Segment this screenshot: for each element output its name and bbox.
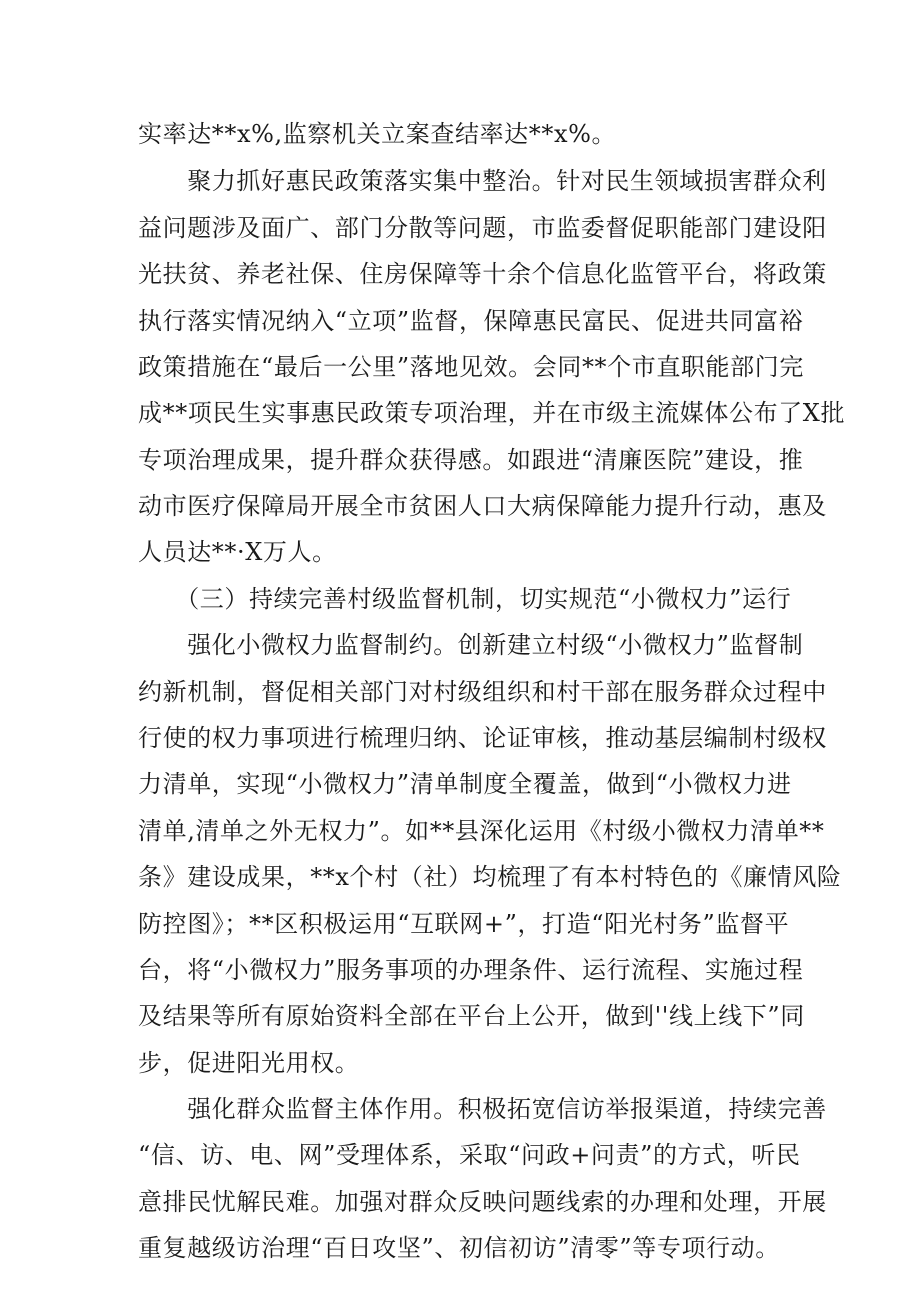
section-heading: （三）持续完善村级监督机制，切实规范“小微权力”运行 bbox=[138, 585, 792, 613]
text-line: 步，促进阳光用权。 bbox=[138, 1049, 360, 1077]
text-line: 意排民忧解民难。加强对群众反映问题线索的办理和处理，开展 bbox=[138, 1188, 827, 1216]
text-line: 成**项民生实事惠民政策专项治理，并在市级主流媒体公布了X批 bbox=[138, 399, 846, 427]
text-line: 条》建设成果，**x个村（社）均梳理了有本村特色的《廉情风险 bbox=[138, 863, 842, 891]
text-line: 益问题涉及面广、部门分散等问题，市监委督促职能部门建设阳 bbox=[138, 214, 827, 242]
text-line: 动市医疗保障局开展全市贫困人口大病保障能力提升行动，惠及 bbox=[138, 492, 827, 520]
text-line: 台，将“小微权力”服务事项的办理条件、运行流程、实施过程 bbox=[138, 956, 804, 984]
text-line: 政策措施在“最后一公里”落地见效。会同**个市直职能部门完 bbox=[138, 353, 804, 381]
text-line: 及结果等所有原始资料全部在平台上公开，做到''线上线下”同 bbox=[138, 1002, 805, 1030]
text-line: 强化群众监督主体作用。积极拓宽信访举报渠道，持续完善 bbox=[138, 1095, 827, 1123]
text-line: 强化小微权力监督制约。创新建立村级“小微权力”监督制 bbox=[138, 631, 804, 659]
text-line: 专项治理成果，提升群众获得感。如跟进“清廉医院”建设，推 bbox=[138, 446, 804, 474]
text-line: 约新机制，督促相关部门对村级组织和村干部在服务群众过程中 bbox=[138, 678, 827, 706]
text-line: 力清单，实现“小微权力”清单制度全覆盖，做到“小微权力进 bbox=[138, 770, 792, 798]
text-line: 聚力抓好惠民政策落实集中整治。针对民生领域损害群众利 bbox=[138, 167, 827, 195]
text-line: 行使的权力事项进行梳理归纳、论证审核，推动基层编制村级权 bbox=[138, 724, 827, 752]
text-line: 防控图》；**区积极运用“互联网+”，打造“阳光村务”监督平 bbox=[138, 910, 790, 938]
text-line: 重复越级访治理“百日攻坚”、初信初访”清零”等专项行动。 bbox=[138, 1234, 780, 1262]
text-line: “信、访、电、网”受理体系，采取“问政+问责”的方式，听民 bbox=[138, 1141, 801, 1169]
text-line: 实率达**x%,监察机关立案查结率达**x%。 bbox=[138, 120, 617, 148]
text-line: 执行落实情况纳入“立项”监督，保障惠民富民、促进共同富裕 bbox=[138, 307, 804, 335]
text-line: 清单,清单之外无权力”。如**县深化运用《村级小微权力清单** bbox=[138, 817, 825, 845]
text-line: 光扶贫、养老社保、住房保障等十余个信息化监管平台，将政策 bbox=[138, 260, 827, 288]
text-line: 人员达**·X万人。 bbox=[138, 538, 337, 566]
